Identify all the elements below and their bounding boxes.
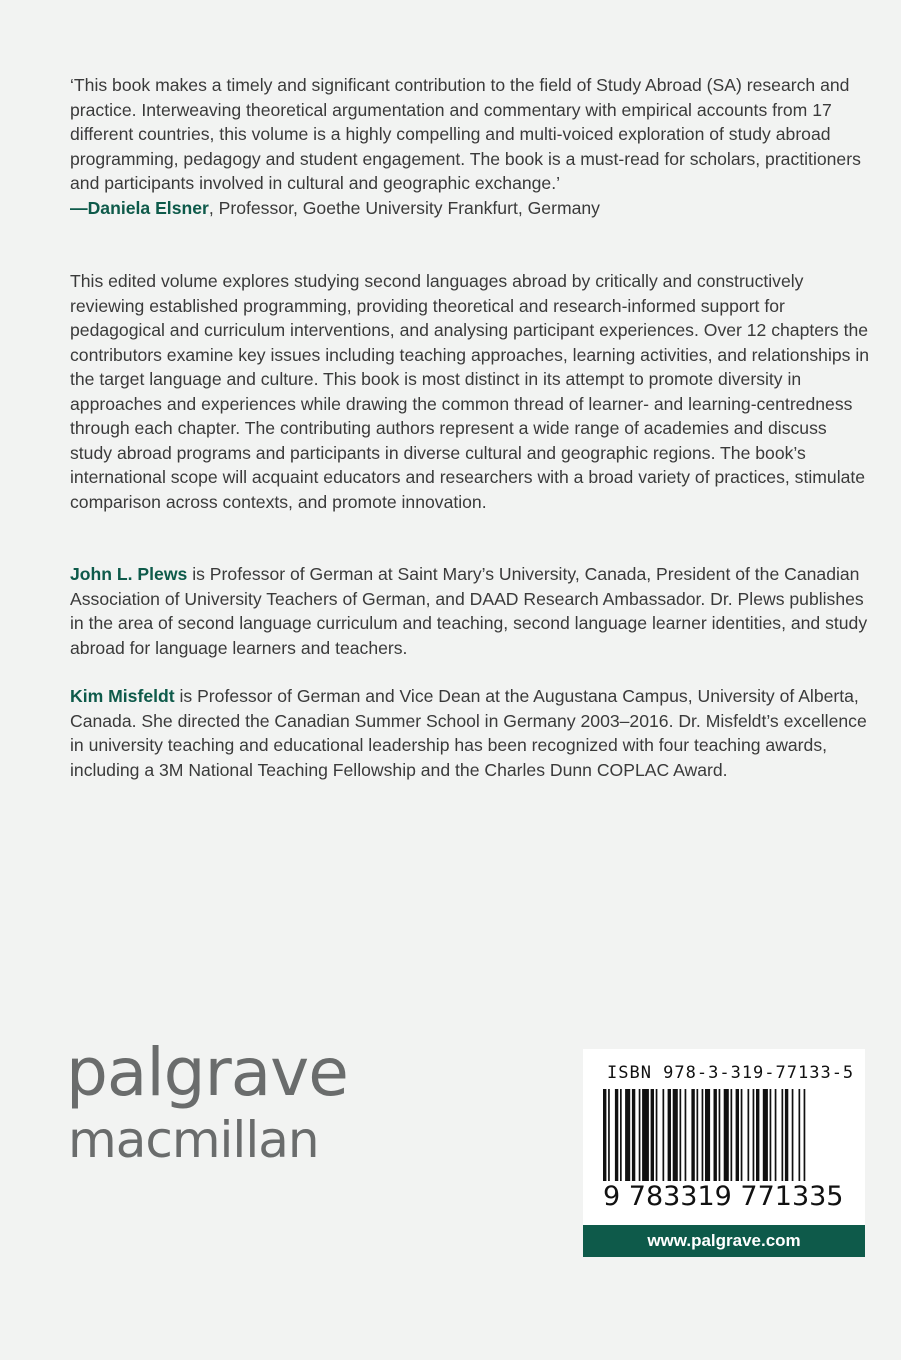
isbn-label: ISBN 978-3-319-77133-5 <box>607 1063 855 1083</box>
author-bio <box>70 562 870 660</box>
logo-line-palgrave: palgrave <box>66 1034 348 1111</box>
author-bio-text: is Professor of German at Saint Mary’s University, Canada, President of the Canadian Association of University Teachers of German, and DAAD Research Ambassador. Dr. Plews publishes in the area of second language curriculum and teaching, second language learner identities, and study abroad for language learners and teachers. <box>70 564 868 658</box>
author-bio-text: is Professor of German and Vice Dean at the Augustana Campus, University of Alberta, Canada. She directed the Canadian Summer School in Germany 2003–2016. Dr. Misfeldt’s excellence in university teaching and educational leadership has been recognized with four teaching awards, including a 3M National Teaching Fellowship and the Charles Dunn COPLAC Award. <box>70 686 867 780</box>
logo-line-macmillan: macmillan <box>68 1111 319 1169</box>
isbn-barcode <box>583 1049 865 1227</box>
quote-attribution <box>70 196 870 221</box>
author-name: Kim Misfeldt <box>70 686 175 706</box>
book-summary: This edited volume explores studying second languages abroad by critically and constructively reviewing established programming, providing theoretical and research-informed support for pedagogical and curriculum interventions, and analysing participant experiences. Over 12 chapters the contributors examine key issues including teaching approaches, learning activities, and relationships in the target language and culture. This book is most distinct in its attempt to promote diversity in approaches and experiences while drawing the common thread of learner- and learning-centredness through each chapter. The contributing authors represent a wide range of academies and discuss study abroad programs and participants in diverse cultural and geographic regions. The book’s international scope will acquaint educators and researchers with a broad variety of practices, stimulate comparison across contexts, and promote innovation. <box>70 271 870 512</box>
author-name: John L. Plews <box>70 564 188 584</box>
attribution-role: , Professor, Goethe University Frankfurt, Germany <box>208 197 600 218</box>
barcode-bars <box>601 1089 847 1189</box>
quote-text: ‘This book makes a timely and significant contribution to the field of Study Abroad (SA) research and practice. Interweaving theoretical argumentation and commentary with empirical accounts from 17 different countries, this volume is a highly compelling and multi-voiced exploration of study abroad programming, pedagogy and student engagement. The book is a must-read for scholars, practitioners and participants involved in cultural and geographic exchange.’ <box>70 75 861 193</box>
endorsement-quote <box>70 73 870 220</box>
publisher-website[interactable]: www.palgrave.com <box>583 1225 865 1257</box>
attribution-name: —Daniela Elsner <box>70 197 209 218</box>
barcode-digits: 9 783319 771335 <box>603 1181 844 1212</box>
author-bio <box>70 684 870 782</box>
